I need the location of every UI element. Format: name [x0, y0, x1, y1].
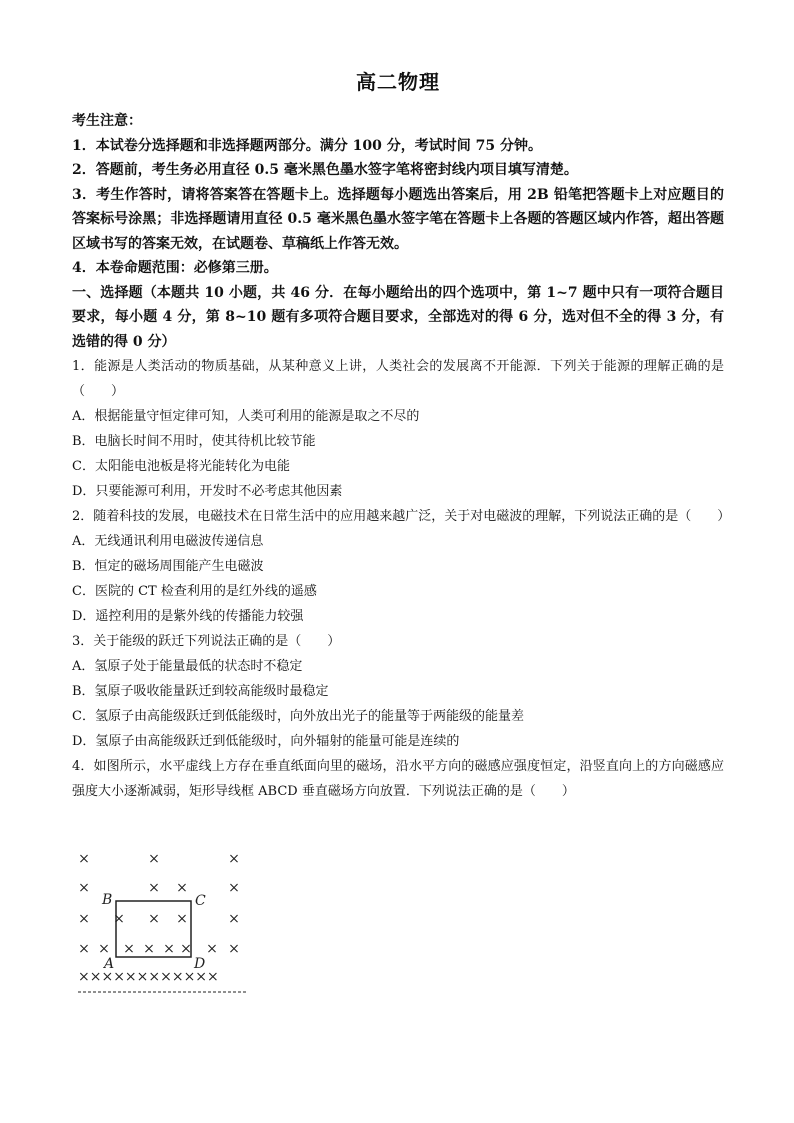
field-cross: × — [148, 851, 160, 867]
question-option: D．遥控利用的是紫外线的传播能力较强 — [72, 609, 304, 624]
notice-item: 1．本试卷分选择题和非选择题两部分。满分 100 分，考试时间 75 分钟。 — [72, 137, 542, 154]
field-cross: × — [228, 851, 240, 867]
question-2 — [72, 504, 731, 629]
question-option: B．氢原子吸收能量跃迁到较高能级时最稳定 — [72, 684, 329, 699]
question-option: D．氢原子由高能级跃迁到低能级时，向外辐射的能量可能是连续的 — [72, 734, 460, 749]
field-cross: × — [180, 941, 192, 957]
question-1 — [72, 354, 724, 504]
notice-heading: 考生注意： — [72, 113, 142, 129]
field-cross-row: ×××××××××××× — [78, 969, 219, 985]
label-d: D — [194, 956, 206, 972]
field-cross: × — [176, 911, 188, 927]
question-option: A．氢原子处于能量最低的状态时不稳定 — [72, 659, 303, 674]
field-cross: × — [206, 941, 218, 957]
question-option: C．医院的 CT 检查利用的是红外线的遥感 — [72, 584, 317, 599]
field-cross: × — [228, 941, 240, 957]
exam-notice — [72, 109, 724, 281]
question-option: B．恒定的磁场周围能产生电磁波 — [72, 559, 264, 574]
label-b: B — [102, 892, 113, 908]
question-option: A．无线通讯利用电磁波传递信息 — [72, 534, 264, 549]
question-stem: 4．如图所示，水平虚线上方存在垂直纸面向里的磁场，沿水平方向的磁感应强度恒定，沿竖直向上的方向磁感应强度大小逐渐减弱，矩形导线框 ABCD 垂直磁场方向放置．下列说法正确的是（ ） — [72, 759, 724, 799]
label-c: C — [195, 893, 206, 909]
field-cross: × — [78, 941, 90, 957]
field-cross: × — [78, 880, 90, 896]
magnetic-field-figure — [74, 848, 254, 1002]
question-stem: 2．随着科技的发展，电磁技术在日常生活中的应用越来越广泛，关于对电磁波的理解，下列说法正确的是（ ） — [72, 509, 731, 524]
field-cross: × — [148, 880, 160, 896]
exam-page — [72, 66, 731, 804]
section-heading: 一、选择题（本题共 10 小题，共 46 分．在每小题给出的四个选项中，第 1~7 题中只有一项符合题目要求，每小题 4 分，第 8~10 题有多项符合题目要求，全部选对的得 6 分，选对但不全的得 3 分，有选错的得 0 分） — [72, 284, 724, 350]
question-option: D．只要能源可利用，开发时不必考虑其他因素 — [72, 484, 343, 499]
field-cross: × — [228, 911, 240, 927]
field-cross: × — [98, 941, 110, 957]
field-cross: × — [163, 941, 175, 957]
question-3 — [72, 629, 724, 754]
field-cross: × — [123, 941, 135, 957]
field-cross: × — [228, 880, 240, 896]
label-a: A — [104, 956, 115, 972]
question-4 — [72, 754, 724, 804]
field-cross: × — [176, 880, 188, 896]
notice-item: 4．本卷命题范围：必修第三册。 — [72, 260, 278, 276]
field-cross: × — [143, 941, 155, 957]
notice-item: 2．答题前，考生务必用直径 0.5 毫米黑色墨水签字笔将密封线内项目填写清楚。 — [72, 162, 578, 178]
page-title: 高二物理 — [356, 70, 440, 94]
field-cross: × — [113, 911, 125, 927]
question-option: A．根据能量守恒定律可知，人类可利用的能源是取之不尽的 — [72, 409, 420, 424]
field-cross: × — [78, 911, 90, 927]
question-stem: 3．关于能级的跃迁下列说法正确的是（ ） — [72, 634, 341, 649]
question-option: C．太阳能电池板是将光能转化为电能 — [72, 459, 290, 474]
field-cross: × — [148, 911, 160, 927]
notice-item: 3．考生作答时，请将答案答在答题卡上。选择题每小题选出答案后，用 2B 铅笔把答题卡上对应题目的答案标号涂黑；非选择题请用直径 0.5 毫米黑色墨水签字笔在答题卡上各题的答题区域内作答，超出答题区域书写的答案无效，在试题卷、草稿纸上作答无效。 — [72, 186, 724, 252]
question-option: B．电脑长时间不用时，使其待机比较节能 — [72, 434, 316, 449]
field-cross: × — [78, 851, 90, 867]
field-diagram — [74, 848, 254, 998]
question-stem: 1．能源是人类活动的物质基础，从某种意义上讲，人类社会的发展离不开能源．下列关于能源的理解正确的是（ ） — [72, 359, 724, 399]
question-option: C．氢原子由高能级跃迁到低能级时，向外放出光子的能量等于两能级的能量差 — [72, 709, 524, 724]
